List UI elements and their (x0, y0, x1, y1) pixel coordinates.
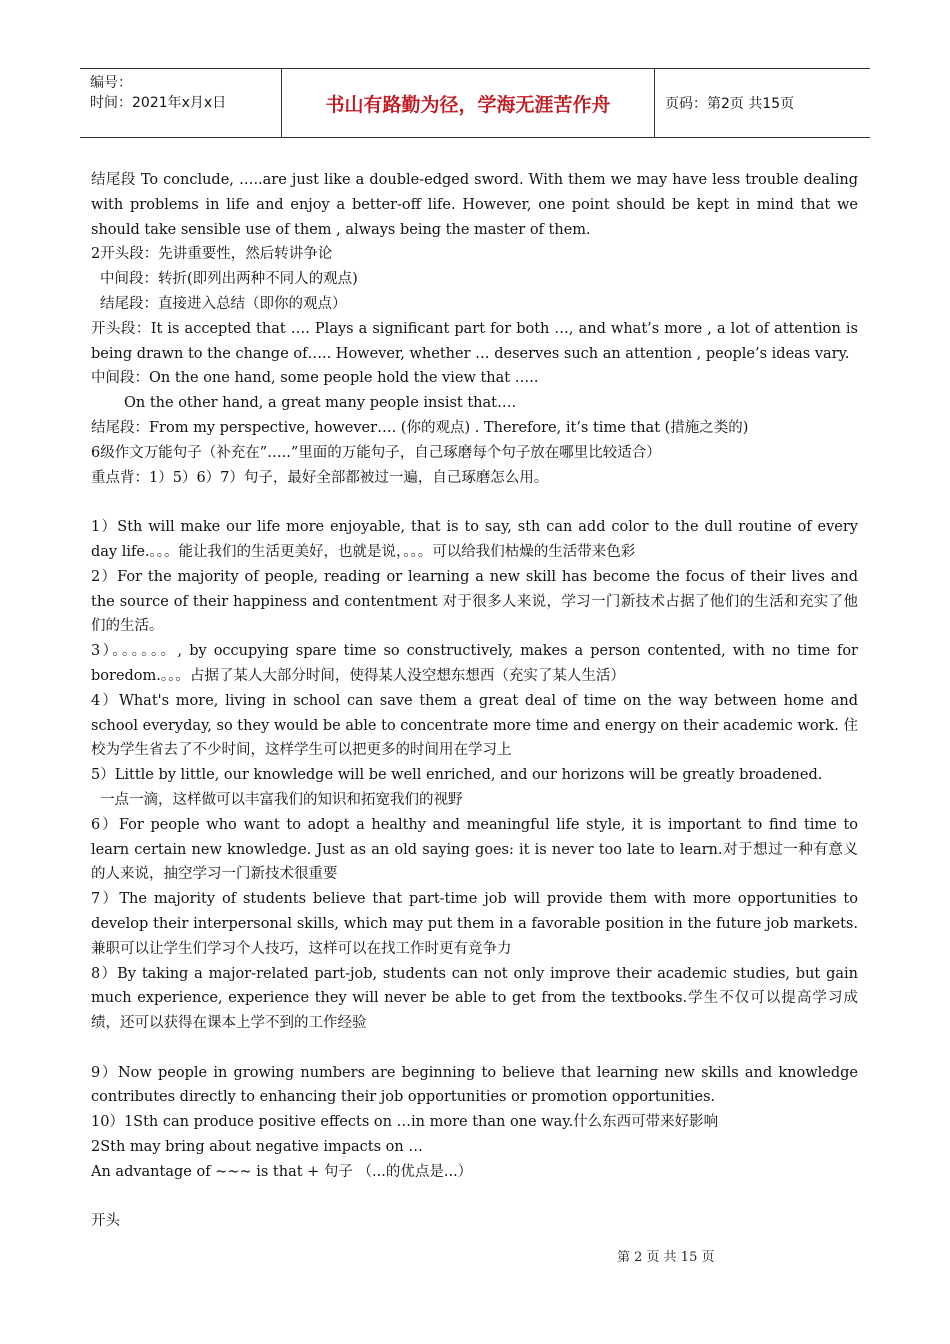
blank-line (91, 1036, 858, 1061)
middle-paragraph-continued: On the other hand, a great many people insist that…. (124, 395, 517, 412)
sentence-item: 2）For the majority of people, reading or learning a new skill has become the focus of their lives and the source of their happiness and contentment 对于很多人来说，学习一门新技术占据了他们的生活和充实了他们的生活。 (91, 568, 858, 635)
sentence-item: 6）For people who want to adopt a healthy and meaningful life style, it is important to find time to learn certain new knowledge. Just as an old saying goes: it is never too late to learn.对于想过一种有意义的人来说，抽空学习一门新技术很重要 (91, 816, 858, 883)
page-footer: 第 2 页 共 15 页 (617, 1250, 715, 1265)
conclusion-paragraph: 结尾段 To conclude, …..are just like a double-edged sword. With them we may have less trouble dealing with problems in life and enjoy a better-off life. However, one point should be kept in mind that we should take sensible use of them , always being the master of them. (91, 172, 858, 238)
page-header (80, 68, 870, 138)
sentence-item: 4）What's more, living in school can save them a great deal of time on the way between home and school everyday, so they would be able to concentrate more time and energy on their academic work. 住校为学生省去了不少时间，这样学生可以把更多的时间用在学习上 (91, 692, 858, 759)
template-2-heading: 2开头段：先讲重要性，然后转讲争论 (91, 246, 333, 263)
sentence-item: 1）Sth will make our life more enjoyable, that is to say, sth can add color to the dull routine of every day life.。。。能让我们的生活更美好，也就是说，。。。可以给我们枯燥的生活带来色彩 (91, 519, 858, 560)
sentence-item: 2Sth may bring about negative impacts on … (91, 1139, 423, 1156)
opening-paragraph: 开头段：It is accepted that …. Plays a significant part for both …, and what’s more , a lot of attention is being drawn to the change of….. However, whether … deserves such an attention , people’s ideas vary. (91, 320, 858, 362)
sentence-item: 9）Now people in growing numbers are beginning to believe that learning new skills and knowledge contributes directly to enhancing their job opportunities or promotion opportunities. (91, 1064, 858, 1106)
section-label: 开头 (91, 1213, 120, 1230)
middle-paragraph: 中间段：On the one hand, some people hold the view that ….. (91, 370, 539, 387)
header-page-info: 页码：第2页 共15页 (665, 96, 795, 112)
blank-line (91, 1185, 858, 1210)
number-label: 编号： (90, 75, 132, 91)
section-heading: 6级作文万能句子（补充在”…..”里面的万能句子，自己琢磨每个句子放在哪里比较适合） (91, 444, 661, 461)
document-body (91, 168, 858, 1234)
ending-paragraph: 结尾段：From my perspective, however…. (你的观点) . Therefore, it’s time that (措施之类的) (91, 419, 749, 436)
header-meta-cell (80, 69, 282, 137)
template-2-middle: 中间段：转折(即列出两种不同人的观点) (100, 271, 358, 288)
sentence-item: 7）The majority of students believe that part-time job will provide them with more opportunities to develop their interpersonal skills, which may put them in a favorable position in the future job markets.兼职可以让学生们学习个人技巧，这样可以在找工作时更有竞争力 (91, 891, 858, 957)
sentence-item: 8）By taking a major-related part-job, students can not only improve their academic studies, but gain much experience, experience they will never be able to get from the textbooks.学生不仅可以提高学习成绩，还可以获得在课本上学不到的工作经验 (91, 965, 858, 1032)
sentence-item: 3）。。。。。。, by occupying spare time so constructively, makes a person contented, with no time for boredom.。。。占据了某人大部分时间，使得某人没空想东想西（充实了某人生活） (91, 643, 858, 684)
template-2-ending: 结尾段：直接进入总结（即你的观点） (100, 295, 347, 312)
sentence-item: 5）Little by little, our knowledge will be well enriched, and our horizons will be greatly broadened. (91, 767, 823, 784)
sentence-translation: 一点一滴，这样做可以丰富我们的知识和拓宽我们的视野 (100, 791, 463, 808)
memorize-note: 重点背：1）5）6）7）句子，最好全部都被过一遍，自己琢磨怎么用。 (91, 469, 549, 486)
header-motto: 书山有路勤为径，学海无涯苦作舟 (282, 69, 655, 137)
blank-line (91, 490, 858, 515)
sentence-item: 10）1Sth can produce positive effects on …in more than one way.什么东西可带来好影响 (91, 1114, 719, 1131)
sentence-item: An advantage of ~~~ is that + 句子 （...的优点是...） (91, 1163, 473, 1180)
time-label: 时间：2021年x月x日 (90, 95, 227, 111)
